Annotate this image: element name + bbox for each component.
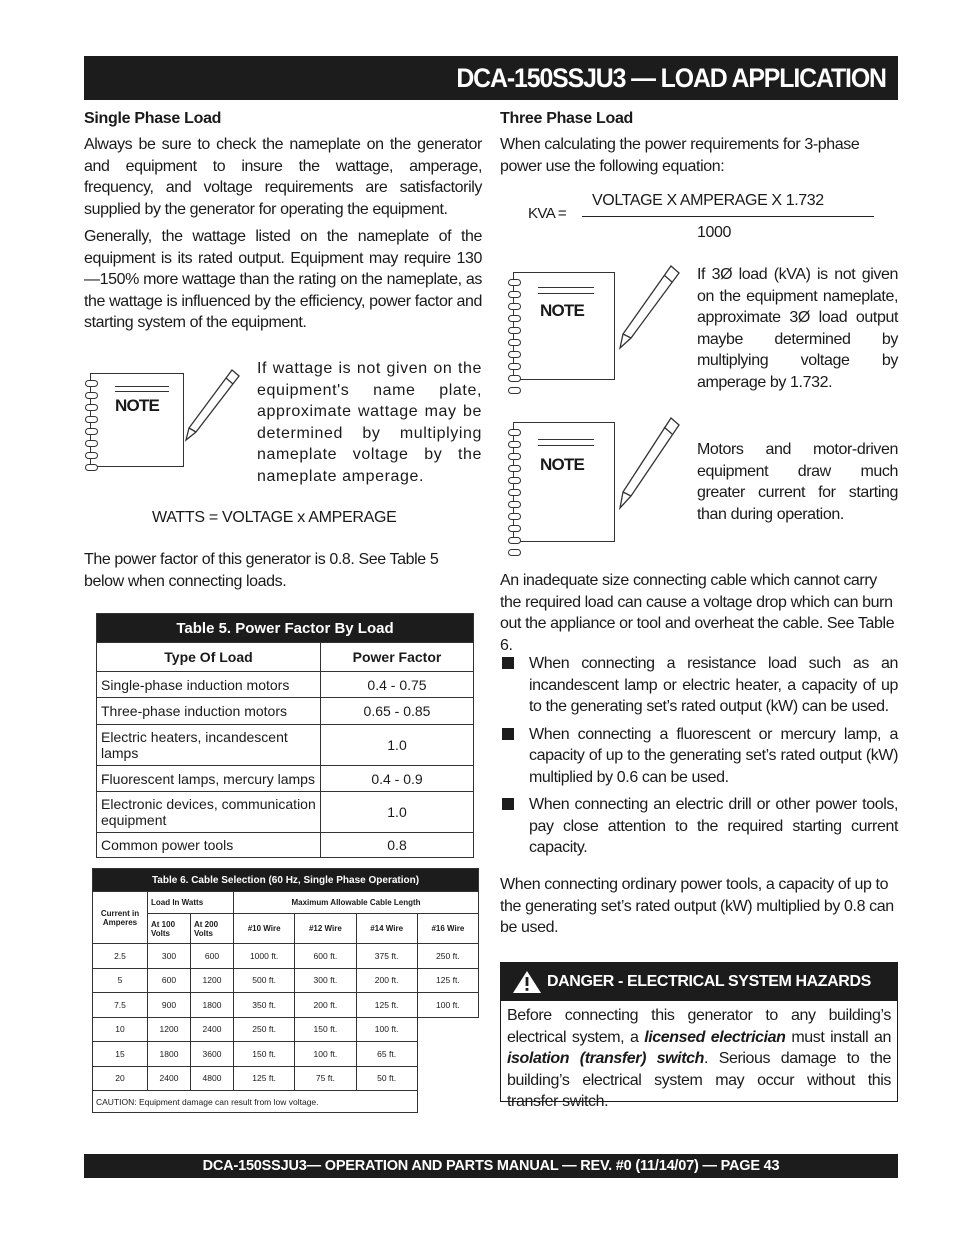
page-title: DCA-150SSJU3 — LOAD APPLICATION (456, 62, 886, 93)
at-200-header: At 200 Volts (191, 914, 234, 944)
table-row (93, 1017, 479, 1042)
danger-header (501, 963, 897, 1001)
table5-header: Power Factor (321, 643, 474, 672)
spiral-rings (508, 429, 520, 556)
table-cell: 1200 (191, 968, 234, 993)
table-cell: 5 (93, 968, 148, 993)
bullet-square-icon (502, 728, 514, 740)
left-column (84, 110, 482, 334)
table-cell: 200 ft. (295, 993, 356, 1018)
table-cell: 2400 (148, 1066, 191, 1091)
table-cell: 4800 (191, 1066, 234, 1091)
table-cell: 100 ft. (356, 1017, 417, 1042)
table-cell: Single-phase induction motors (97, 672, 321, 698)
caution-note: CAUTION: Equipment damage can result from low voltage. (93, 1091, 418, 1113)
table-cell: 900 (148, 993, 191, 1018)
table-cell: 1800 (148, 1042, 191, 1067)
danger-text (501, 1001, 897, 1117)
load-bullet-list (500, 653, 898, 865)
table-cell: 150 ft. (295, 1017, 356, 1042)
left-note-text: If wattage is not given on the equipment's name plate, approximate wattage may be determined by multiplying nameplate voltage by the nameplate amperage. (257, 360, 482, 485)
table-cell: 0.8 (321, 833, 474, 858)
table-row (93, 1066, 479, 1091)
table-cell: 100 ft. (295, 1042, 356, 1067)
nameplate-paragraph: Always be sure to check the nameplate on the generator and equipment to insure the wattage, amperage, frequency, and voltage requirements are satisfactorily supplied by the generator for operating the equipment. (84, 136, 482, 218)
table-cell: 15 (93, 1042, 148, 1067)
table-row (93, 968, 479, 993)
table-cell: 500 ft. (234, 968, 295, 993)
table-cell: 1000 ft. (234, 944, 295, 969)
list-item (500, 724, 898, 789)
danger-title: DANGER - ELECTRICAL SYSTEM HAZARDS (547, 973, 871, 990)
max-length-header: Maximum Allowable Cable Length (234, 892, 479, 914)
danger-text-part: must install an (785, 1028, 891, 1046)
single-phase-heading: Single Phase Load (84, 110, 222, 127)
footer-text: DCA-150SSJU3— OPERATION AND PARTS MANUAL — REV. #0 (11/14/07) — PAGE 43 (202, 1158, 780, 1174)
danger-text-part: . Serious damage to the building’s electrical system may occur without this transfer switch. (507, 1050, 891, 1110)
table-cell: 1.0 (321, 792, 474, 833)
table6-caption: Table 6. Cable Selection (60 Hz, Single Phase Operation) (93, 869, 479, 892)
bullet-text: When connecting an electric drill or other power tools, pay close attention to the required starting current capacity. (529, 796, 898, 856)
table-cell: 0.4 - 0.9 (321, 766, 474, 792)
table-row (97, 833, 474, 858)
table-row (93, 1042, 479, 1067)
list-item (500, 794, 898, 859)
table-cell: 2400 (191, 1017, 234, 1042)
table-row (97, 766, 474, 792)
table-cell: 20 (93, 1066, 148, 1091)
right-note1-text: If 3Ø load (kVA) is not given on the equipment nameplate, approximate 3Ø load output maybe determined by multiplying voltage by amperage by 1.732. (697, 266, 898, 391)
bullet-text: When connecting a fluorescent or mercury lamp, a capacity of up to the generating set’s rated output (kW) multiplied by 0.6 can be used. (529, 725, 898, 786)
table-cell: 600 (148, 968, 191, 993)
table-cell: 65 ft. (356, 1042, 417, 1067)
page-footer (84, 1154, 898, 1178)
danger-box (500, 962, 898, 1110)
bullet-text: When connecting a resistance load such as an incandescent lamp or electric heater, a capacity of up to the generating set’s rated output (kW) can be used. (529, 655, 898, 715)
wattage-paragraph: Generally, the wattage listed on the nameplate of the equipment is its rated output. Equipment may require 130—150% more wattage than the rating on the nameplate, as the wattage is influenced by the efficiency, power factor and starting system of the equipment. (84, 228, 482, 331)
kva-denominator: 1000 (697, 224, 731, 241)
power-factor-text: The power factor of this generator is 0.8. See Table 5 below when connecting loads. (84, 551, 439, 590)
table-cell: 100 ft. (417, 993, 478, 1018)
right-note2-text: Motors and motor-driven equipment draw much greater current for starting than during operation. (697, 441, 898, 523)
three-phase-heading: Three Phase Load (500, 110, 634, 127)
bullet-square-icon (502, 657, 514, 669)
table-cell: 125 ft. (234, 1066, 295, 1091)
table-cell-empty (417, 1091, 478, 1113)
licensed-electrician-emphasis: licensed electrician (644, 1028, 786, 1046)
table-cell: 250 ft. (417, 944, 478, 969)
table5-caption: Table 5. Power Factor By Load (97, 614, 474, 643)
note-label: NOTE (540, 455, 585, 474)
isolation-switch-emphasis: isolation (transfer) switch (507, 1050, 705, 1067)
table-cell: 300 (148, 944, 191, 969)
note-pad-right-2 (513, 422, 615, 542)
table-cell: Electronic devices, communication equipment (97, 792, 321, 833)
table-cell: Fluorescent lamps, mercury lamps (97, 766, 321, 792)
table-cell: 3600 (191, 1042, 234, 1067)
table-cell: 125 ft. (417, 968, 478, 993)
table-cell: 10 (93, 1017, 148, 1042)
table-row (97, 725, 474, 766)
table-row (93, 944, 479, 969)
kva-numerator: VOLTAGE X AMPERAGE X 1.732 (592, 192, 824, 209)
warning-triangle-icon (511, 969, 543, 995)
at-100-header: At 100 Volts (148, 914, 191, 944)
kva-label: KVA = (528, 205, 567, 222)
cable-paragraph: An inadequate size connecting cable which cannot carry the required load can cause a voltage drop which can burn out the appliance or tool and overheat the cable. See Table 6. (500, 572, 895, 654)
cable-selection-table (92, 868, 479, 1113)
table-cell: 300 ft. (295, 968, 356, 993)
wire-header: #16 Wire (417, 914, 478, 944)
three-phase-intro: When calculating the power requirements for 3-phase power use the following equation: (500, 136, 860, 175)
table-cell: 1.0 (321, 725, 474, 766)
fraction-line (582, 216, 874, 217)
table-row (97, 698, 474, 725)
table-cell: 600 ft. (295, 944, 356, 969)
right-column (500, 110, 898, 177)
table-cell: 600 (191, 944, 234, 969)
table-cell: 375 ft. (356, 944, 417, 969)
current-header: Current in Amperes (93, 892, 148, 944)
wire-header: #14 Wire (356, 914, 417, 944)
bullet-square-icon (502, 798, 514, 810)
pencil-icon (182, 366, 242, 446)
ordinary-tools-paragraph: When connecting ordinary power tools, a capacity of up to the generating set’s rated output (kW) multiplied by 0.8 can be used. (500, 876, 894, 936)
wire-header: #10 Wire (234, 914, 295, 944)
page-header (84, 56, 898, 100)
note-label: NOTE (540, 301, 585, 320)
table-cell: 200 ft. (356, 968, 417, 993)
table-cell-empty (417, 1066, 478, 1091)
table-row (97, 792, 474, 833)
spiral-rings (508, 279, 520, 394)
danger-text-part: Before connecting this generator to any building’s electrical system, a (507, 1007, 891, 1046)
table-cell: Three-phase induction motors (97, 698, 321, 725)
table-cell: 0.4 - 0.75 (321, 672, 474, 698)
list-item (500, 653, 898, 718)
table-cell: Electric heaters, incandescent lamps (97, 725, 321, 766)
note-pad-right-1 (513, 272, 615, 380)
note-label: NOTE (115, 396, 160, 415)
table-cell: 7.5 (93, 993, 148, 1018)
wire-header: #12 Wire (295, 914, 356, 944)
note-pad-left (90, 373, 184, 467)
table-row (93, 993, 479, 1018)
table-cell: 250 ft. (234, 1017, 295, 1042)
table-cell-empty (417, 1017, 478, 1042)
table-cell: 1200 (148, 1017, 191, 1042)
table-cell: 50 ft. (356, 1066, 417, 1091)
watts-formula: WATTS = VOLTAGE x AMPERAGE (152, 509, 397, 526)
table-row (97, 672, 474, 698)
table-cell: Common power tools (97, 833, 321, 858)
table-cell-empty (417, 1042, 478, 1067)
table-cell: 350 ft. (234, 993, 295, 1018)
table-cell: 125 ft. (356, 993, 417, 1018)
power-factor-table (96, 613, 474, 858)
table-cell: 0.65 - 0.85 (321, 698, 474, 725)
pencil-icon (616, 262, 682, 354)
pencil-icon (616, 414, 682, 514)
table-cell: 150 ft. (234, 1042, 295, 1067)
spiral-rings (85, 380, 97, 471)
table5-header: Type Of Load (97, 643, 321, 672)
table-cell: 2.5 (93, 944, 148, 969)
table-cell: 1800 (191, 993, 234, 1018)
table-cell: 75 ft. (295, 1066, 356, 1091)
load-header: Load In Watts (148, 892, 234, 914)
